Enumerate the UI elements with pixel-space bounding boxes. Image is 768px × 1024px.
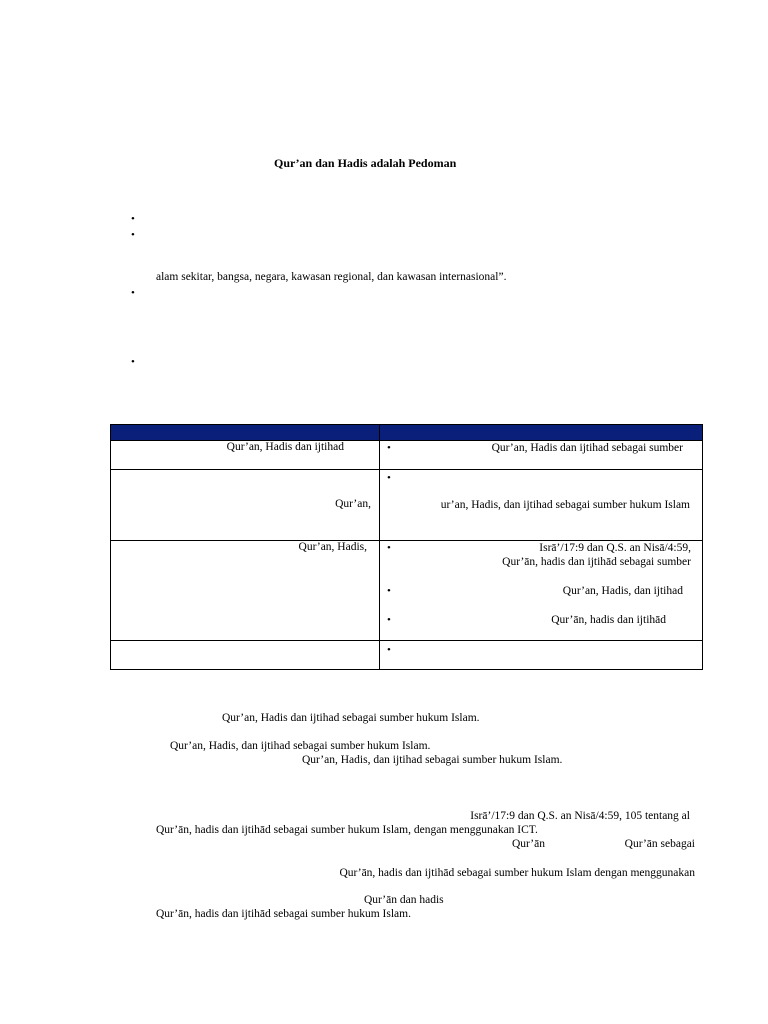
table-cell-right: Qur’ān, hadis dan ijtihād sebagai sumber [502, 556, 691, 568]
bullet-marker: • [131, 229, 135, 241]
table-cell-right: Isrā’/17:9 dan Q.S. an Nisā/4:59, [539, 542, 691, 554]
bullet-marker: • [131, 213, 135, 225]
bullet-marker: • [387, 542, 391, 554]
indented-line: alam sekitar, bangsa, negara, kawasan regional, dan kawasan internasional”. [156, 271, 507, 283]
table-cell-right: Qur’an, Hadis dan ijtihad sebagai sumber [491, 442, 683, 454]
bullet-marker: • [387, 472, 391, 484]
body-line: Isrā’/17:9 dan Q.S. an Nisā/4:59, 105 tentang al [470, 810, 690, 822]
bullet-marker: • [387, 644, 391, 656]
table-column-divider [379, 424, 380, 670]
body-line: Qur’ān sebagai [624, 838, 695, 850]
document-title: Qur’an dan Hadis adalah Pedoman [274, 156, 457, 170]
table-cell-left: Qur’an, [335, 498, 371, 510]
body-line: Qur’an, Hadis, dan ijtihad sebagai sumber hukum Islam. [302, 754, 563, 766]
bullet-marker: • [131, 287, 135, 299]
table-cell-right: Qur’ān, hadis dan ijtihād [551, 614, 666, 626]
table-cell-right: Qur’an, Hadis, dan ijtihad [562, 585, 683, 597]
body-line: Qur’ān, hadis dan ijtihād sebagai sumber hukum Islam, dengan menggunakan ICT. [156, 824, 538, 836]
bullet-marker: • [131, 356, 135, 368]
bullet-marker: • [387, 585, 391, 597]
body-line: Qur’ān, hadis dan ijtihād sebagai sumber hukum Islam dengan menggunakan [339, 867, 695, 879]
table-cell-right: ur’an, Hadis, dan ijtihad sebagai sumber hukum Islam [440, 499, 690, 511]
bullet-marker: • [387, 442, 391, 454]
table-cell-left: Qur’an, Hadis, [298, 541, 367, 553]
body-line: Qur’an, Hadis, dan ijtihad sebagai sumber hukum Islam. [170, 740, 431, 752]
table-row-divider [110, 469, 703, 470]
table-cell-left: Qur’an, Hadis dan ijtihad [226, 441, 344, 453]
table-row-divider [110, 640, 703, 641]
body-line: Qur’ān dan hadis [364, 894, 444, 906]
body-line: Qur’ān, hadis dan ijtihād sebagai sumber hukum Islam. [156, 908, 411, 920]
body-line: Qur’an, Hadis dan ijtihad sebagai sumber hukum Islam. [222, 712, 480, 724]
bullet-marker: • [387, 614, 391, 626]
body-line: Qur’ān [512, 838, 545, 850]
